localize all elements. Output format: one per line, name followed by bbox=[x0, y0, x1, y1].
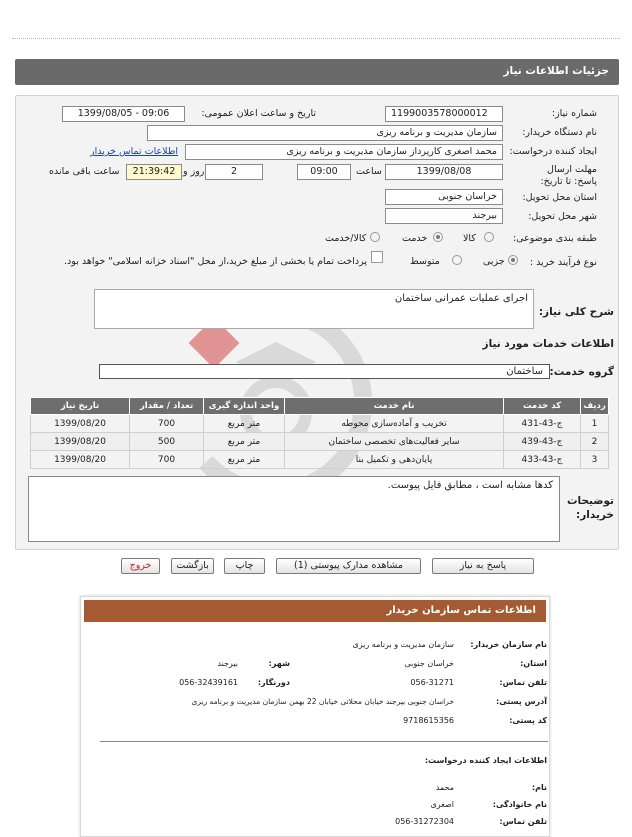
card-postal-label: کد پستی: bbox=[509, 716, 547, 725]
creator-label: ایجاد کننده درخواست: bbox=[509, 146, 597, 157]
card-org-value: سازمان مدیریت و برنامه ریزی bbox=[352, 640, 454, 649]
card-phone-value: 056-31271 bbox=[410, 678, 454, 687]
announce-field: 1399/08/05 - 09:06 bbox=[62, 106, 185, 122]
summary-textarea: اجرای عملیات عمرانی ساختمان bbox=[94, 289, 534, 329]
table-row bbox=[31, 433, 609, 451]
card-creator-phone-label: تلفن تماس: bbox=[499, 817, 547, 826]
need-number-field: 1199003578000012 bbox=[385, 106, 503, 122]
service-name: سایر فعالیت‌های تخصصی ساختمان bbox=[285, 433, 504, 451]
contact-card bbox=[80, 596, 550, 837]
card-family-value: اصغری bbox=[430, 800, 454, 809]
creator-field: محمد اصغری کارپرداز سازمان مدیریت و برنامه ریزی bbox=[185, 144, 503, 160]
services-section-title: اطلاعات خدمات مورد نیاز bbox=[482, 338, 614, 350]
category-option-service: خدمت bbox=[402, 233, 428, 244]
card-province-label: استان: bbox=[520, 659, 547, 668]
col-unit: واحد اندازه گیری bbox=[204, 398, 285, 415]
contact-card-title: اطلاعات تماس سازمان خریدار bbox=[386, 605, 536, 616]
service-quantity: 500 bbox=[130, 433, 204, 451]
card-phone-label: تلفن تماس: bbox=[499, 678, 547, 687]
category-label: طبقه بندی موضوعی: bbox=[512, 233, 597, 244]
service-quantity: 700 bbox=[130, 415, 204, 433]
remaining-label: ساعت باقی مانده bbox=[49, 166, 120, 177]
card-address-value: خراسان جنوبی بیرجند خیابان محلاتی خیابان 22 بهمن سازمان مدیریت و برنامه ریزی bbox=[191, 697, 454, 706]
days-remaining-field: 2 bbox=[205, 164, 263, 180]
process-radio-partial[interactable] bbox=[508, 255, 518, 265]
card-divider bbox=[100, 741, 548, 742]
exit-button[interactable]: خروج bbox=[121, 558, 160, 574]
category-radio-service[interactable] bbox=[433, 232, 443, 242]
service-code: ج-43-439 bbox=[504, 433, 581, 451]
deadline-label: مهلت ارسال پاسخ: تا تاریخ: bbox=[540, 164, 597, 187]
card-name-value: محمد bbox=[435, 783, 454, 792]
deadline-date-field: 1399/08/08 bbox=[385, 164, 503, 180]
services-table bbox=[30, 397, 609, 469]
row-number: 1 bbox=[581, 415, 609, 433]
payment-note: پرداخت تمام یا بخشی از مبلغ خرید،از محل "اسناد خزانه اسلامی" خواهد بود. bbox=[64, 256, 367, 267]
category-radio-goods[interactable] bbox=[484, 232, 494, 242]
buyer-notes-textarea: کدها مشابه است ، مطابق فایل پیوست. bbox=[28, 476, 560, 542]
print-button[interactable]: چاپ bbox=[224, 558, 265, 574]
service-date: 1399/08/20 bbox=[31, 433, 130, 451]
deadline-time-label: ساعت bbox=[356, 166, 382, 177]
service-unit: متر مربع bbox=[204, 451, 285, 469]
row-number: 3 bbox=[581, 451, 609, 469]
process-label: نوع فرآیند خرید : bbox=[529, 257, 597, 268]
card-org-label: نام سازمان خریدار: bbox=[470, 640, 547, 649]
service-unit: متر مربع bbox=[204, 415, 285, 433]
days-label: روز و bbox=[183, 166, 205, 177]
col-row: ردیف bbox=[581, 398, 609, 415]
card-creator-phone-value: 056-31272304 bbox=[395, 817, 454, 826]
card-address-label: آدرس پستی: bbox=[496, 697, 547, 706]
col-code: کد خدمت bbox=[504, 398, 581, 415]
buyer-org-field: سازمان مدیریت و برنامه ریزی bbox=[147, 125, 503, 141]
buyer-org-label: نام دستگاه خریدار: bbox=[522, 127, 597, 138]
card-province-value: خراسان جنوبی bbox=[404, 659, 454, 668]
table-row bbox=[31, 451, 609, 469]
buyer-contact-link[interactable]: اطلاعات تماس خریدار bbox=[90, 146, 179, 157]
city-label: شهر محل تحویل: bbox=[528, 211, 597, 222]
city-field: بیرجند bbox=[385, 208, 503, 224]
summary-label: شرح کلی نیاز: bbox=[538, 306, 614, 318]
card-family-label: نام خانوادگی: bbox=[492, 800, 547, 809]
reply-button[interactable]: پاسخ به نیاز bbox=[432, 558, 534, 574]
card-fax-label: دورنگار: bbox=[257, 678, 290, 687]
card-name-label: نام: bbox=[531, 783, 547, 792]
back-button[interactable]: بازگشت bbox=[171, 558, 214, 574]
page-header bbox=[15, 59, 619, 85]
category-option-goods-service: کالا/خدمت bbox=[325, 233, 367, 244]
province-field: خراسان جنوبی bbox=[385, 189, 503, 205]
remaining-time-field: 21:39:42 bbox=[126, 164, 182, 180]
buyer-notes-label: توضیحات خریدار: bbox=[566, 495, 614, 521]
service-name: پایان‌دهی و تکمیل بنا bbox=[285, 451, 504, 469]
table-row bbox=[31, 415, 609, 433]
category-option-goods: کالا bbox=[463, 233, 476, 244]
service-code: ج-43-433 bbox=[504, 451, 581, 469]
announce-label: تاریخ و ساعت اعلان عمومی: bbox=[201, 108, 316, 119]
deadline-time-field: 09:00 bbox=[297, 164, 351, 180]
col-quantity: تعداد / مقدار bbox=[130, 398, 204, 415]
row-number: 2 bbox=[581, 433, 609, 451]
col-date: تاریخ نیاز bbox=[31, 398, 130, 415]
service-group-label: گروه خدمت: bbox=[549, 366, 614, 378]
attachments-button[interactable]: مشاهده مدارک پیوستی (1) bbox=[276, 558, 421, 574]
service-unit: متر مربع bbox=[204, 433, 285, 451]
category-radio-goods-service[interactable] bbox=[370, 232, 380, 242]
province-label: استان محل تحویل: bbox=[522, 192, 597, 203]
process-option-partial: جزیی bbox=[483, 256, 505, 267]
card-city-value: بیرجند bbox=[217, 659, 238, 668]
card-city-label: شهر: bbox=[268, 659, 290, 668]
card-creator-section: اطلاعات ایجاد کننده درخواست: bbox=[424, 756, 547, 765]
process-option-medium: متوسط bbox=[410, 256, 440, 267]
card-fax-value: 056-32439161 bbox=[179, 678, 238, 687]
service-code: ج-43-431 bbox=[504, 415, 581, 433]
service-date: 1399/08/20 bbox=[31, 415, 130, 433]
col-name: نام خدمت bbox=[285, 398, 504, 415]
page-title: جزئیات اطلاعات نیاز bbox=[503, 65, 609, 77]
top-divider bbox=[12, 38, 620, 39]
card-postal-value: 9718615356 bbox=[403, 716, 454, 725]
service-group-field: ساختمان bbox=[99, 364, 550, 379]
need-number-label: شماره نیاز: bbox=[551, 108, 597, 119]
service-quantity: 700 bbox=[130, 451, 204, 469]
service-date: 1399/08/20 bbox=[31, 451, 130, 469]
payment-checkbox[interactable] bbox=[371, 251, 383, 263]
service-name: تخریب و آماده‌سازی محوطه bbox=[285, 415, 504, 433]
process-radio-medium[interactable] bbox=[452, 255, 462, 265]
contact-card-header bbox=[84, 600, 546, 622]
